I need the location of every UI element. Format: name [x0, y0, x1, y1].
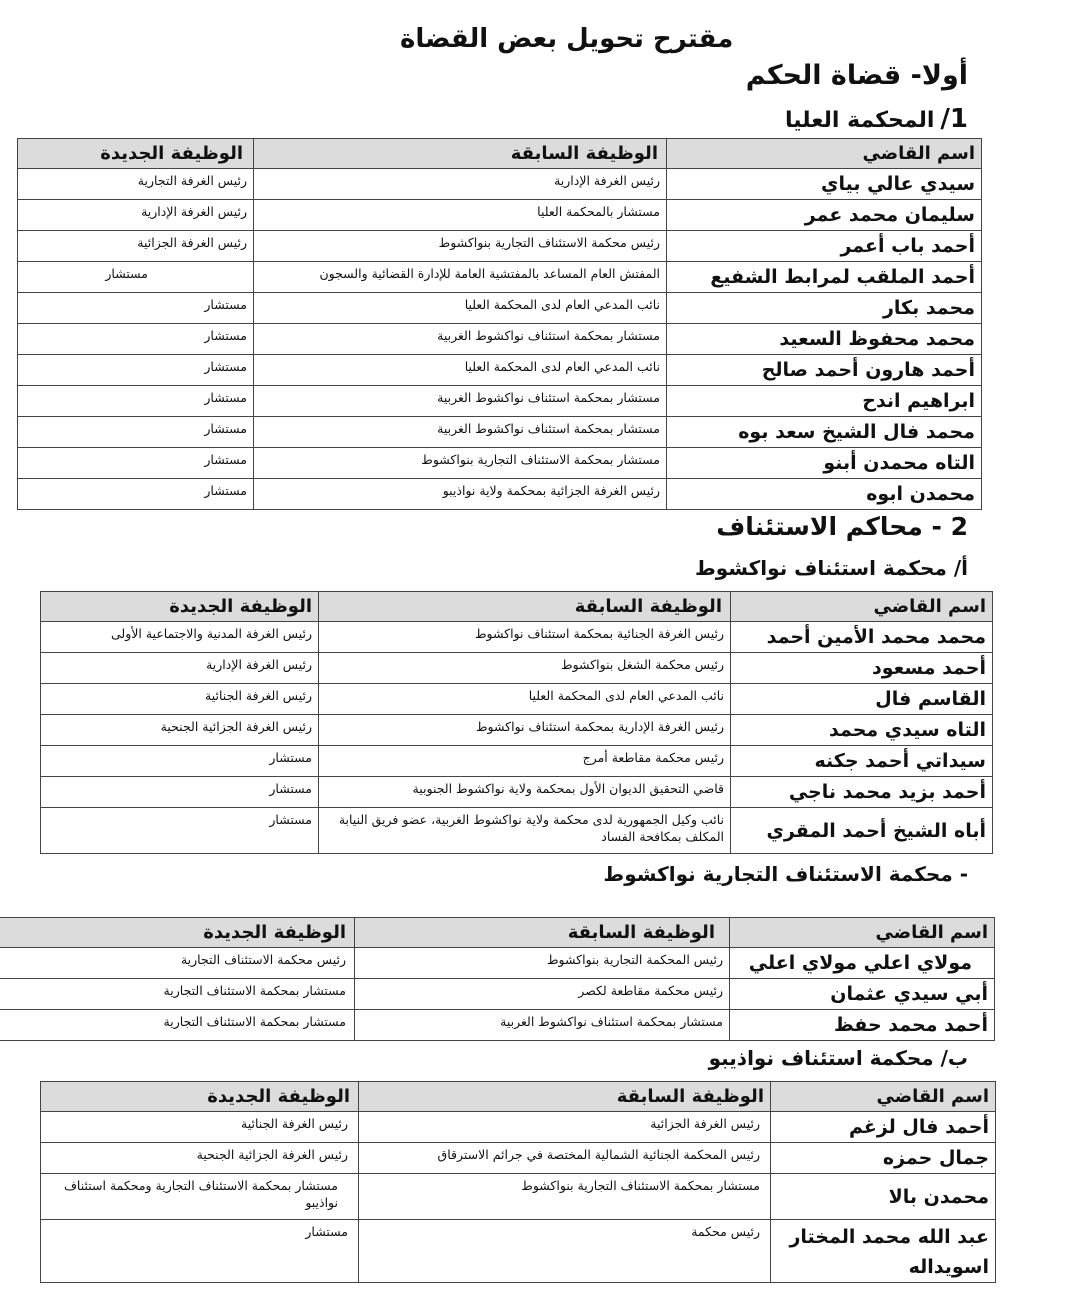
nouakchott-appeal-heading: [695, 556, 968, 580]
table-row: [18, 448, 982, 479]
judge-name: محمد فال الشيخ سعد بوه: [667, 417, 982, 448]
previous-position: مستشار بمحكمة استئناف نواكشوط الغربية: [254, 324, 667, 355]
table-row: [18, 479, 982, 510]
table-row: [41, 1143, 996, 1174]
heading-text: - محاكم الاستئناف: [716, 512, 942, 541]
previous-position: رئيس الغرفة الجزائية: [359, 1112, 771, 1143]
previous-position: رئيس محكمة الاستئناف التجارية بنواكشوط: [254, 231, 667, 262]
header-new: الوظيفة الجديدة: [18, 139, 254, 169]
judge-name: سيدي عالي بياي: [667, 169, 982, 200]
header-new: الوظيفة الجديدة: [41, 1082, 359, 1112]
judge-name: مولاي اعلي مولاي اعلي: [730, 948, 995, 979]
previous-position: رئيس الغرفة الإدارية: [254, 169, 667, 200]
table-row: [18, 324, 982, 355]
previous-position: نائب وكيل الجمهورية لدى محكمة ولاية نواكشوط الغربية، عضو فريق النيابة المكلف بمكافحة الفساد: [319, 808, 731, 854]
header-name: اسم القاضي: [771, 1082, 996, 1112]
document-title: مقترح تحويل بعض القضاة: [400, 24, 734, 54]
judge-name: محمد محمد الأمين أحمد: [731, 622, 993, 653]
table-row: [41, 808, 993, 854]
new-position: رئيس الغرفة الجزائية الجنحية: [41, 1143, 359, 1174]
new-position: مستشار: [18, 417, 254, 448]
judge-name: ابراهيم اندح: [667, 386, 982, 417]
new-position: مستشار: [18, 479, 254, 510]
table-row: [41, 684, 993, 715]
table-row: [41, 1112, 996, 1143]
heading-number: 2: [950, 512, 968, 541]
commercial-appeal-table: [0, 917, 995, 1041]
new-position: مستشار: [18, 324, 254, 355]
new-position: مستشار: [18, 448, 254, 479]
section-heading: أولا- قضاة الحكم: [745, 60, 968, 91]
judge-name: القاسم فال: [731, 684, 993, 715]
new-position: رئيس الغرفة الإدارية: [41, 653, 319, 684]
previous-position: رئيس محكمة: [359, 1220, 771, 1283]
table-row: [18, 262, 982, 293]
table-header-row: [41, 1082, 996, 1112]
header-previous: الوظيفة السابقة: [359, 1082, 771, 1112]
judge-name: أحمد الملقب لمرابط الشفيع: [667, 262, 982, 293]
new-position: مستشار: [18, 355, 254, 386]
header-name: اسم القاضي: [667, 139, 982, 169]
table-row: [18, 169, 982, 200]
previous-position: مستشار بمحكمة استئناف نواكشوط الغربية: [355, 1010, 730, 1041]
table-row: [0, 979, 995, 1010]
table-row: [41, 1174, 996, 1220]
heading-text: المحكمة العليا: [785, 108, 935, 133]
heading-text: محكمة استئناف نواذيبو: [708, 1046, 934, 1070]
previous-position: مستشار بمحكمة استئناف نواكشوط الغربية: [254, 386, 667, 417]
new-position: رئيس الغرفة التجارية: [18, 169, 254, 200]
supreme-court-heading: [785, 104, 968, 134]
new-position: رئيس محكمة الاستئناف التجارية: [0, 948, 355, 979]
new-position: رئيس الغرفة المدنية والاجتماعية الأولى: [41, 622, 319, 653]
judge-name: أحمد فال لزغم: [771, 1112, 996, 1143]
new-position: مستشار: [41, 746, 319, 777]
header-new: الوظيفة الجديدة: [0, 918, 355, 948]
commercial-appeal-heading: - محكمة الاستئناف التجارية نواكشوط: [603, 862, 968, 886]
previous-position: نائب المدعي العام لدى المحكمة العليا: [319, 684, 731, 715]
header-previous: الوظيفة السابقة: [355, 918, 730, 948]
new-position: رئيس الغرفة الجنائية: [41, 684, 319, 715]
table-row: [0, 1010, 995, 1041]
header-previous: الوظيفة السابقة: [319, 592, 731, 622]
table-row: [18, 386, 982, 417]
judge-name: التاه سيدي محمد: [731, 715, 993, 746]
previous-position: رئيس الغرفة الجزائية بمحكمة ولاية نواذيبو: [254, 479, 667, 510]
previous-position: مستشار بمحكمة الاستئناف التجارية بنواكشوط: [254, 448, 667, 479]
new-position: مستشار: [41, 808, 319, 854]
previous-position: مستشار بمحكمة استئناف نواكشوط الغربية: [254, 417, 667, 448]
previous-position: رئيس الغرفة الإدارية بمحكمة استئناف نواكشوط: [319, 715, 731, 746]
table-row: [0, 948, 995, 979]
previous-position: رئيس محكمة الشغل بنواكشوط: [319, 653, 731, 684]
judge-name: أبي سيدي عثمان: [730, 979, 995, 1010]
new-position: مستشار: [41, 1220, 359, 1283]
table-row: [41, 715, 993, 746]
table-header-row: [41, 592, 993, 622]
header-name: اسم القاضي: [731, 592, 993, 622]
judge-name: محمد بكار: [667, 293, 982, 324]
table-row: [18, 293, 982, 324]
previous-position: رئيس المحكمة التجارية بنواكشوط: [355, 948, 730, 979]
heading-text: محكمة استئناف نواكشوط: [695, 556, 947, 580]
new-position: مستشار: [18, 262, 254, 293]
table-row: [41, 1220, 996, 1283]
table-row: [18, 417, 982, 448]
new-position: رئيس الغرفة الجزائية الجنحية: [41, 715, 319, 746]
judge-name: محمدن ابوه: [667, 479, 982, 510]
previous-position: نائب المدعي العام لدى المحكمة العليا: [254, 293, 667, 324]
nouadhibou-appeal-table: [40, 1081, 996, 1283]
judge-name: أباه الشيخ أحمد المقري: [731, 808, 993, 854]
appeals-heading: [716, 512, 968, 541]
judge-name: أحمد باب أعمر: [667, 231, 982, 262]
previous-position: مستشار بالمحكمة العليا: [254, 200, 667, 231]
previous-position: نائب المدعي العام لدى المحكمة العليا: [254, 355, 667, 386]
judge-name: محمدن بالا: [771, 1174, 996, 1220]
judge-name: أحمد بزيد محمد ناجي: [731, 777, 993, 808]
heading-number: أ/: [953, 556, 968, 580]
heading-number: ب/: [940, 1046, 968, 1070]
new-position: مستشار بمحكمة الاستئناف التجارية: [0, 979, 355, 1010]
table-row: [41, 622, 993, 653]
table-header-row: [18, 139, 982, 169]
new-position: رئيس الغرفة الإدارية: [18, 200, 254, 231]
table-header-row: [0, 918, 995, 948]
judge-name: التاه محمدن أبنو: [667, 448, 982, 479]
header-previous: الوظيفة السابقة: [254, 139, 667, 169]
judge-name: أحمد مسعود: [731, 653, 993, 684]
new-position: رئيس الغرفة الجنائية: [41, 1112, 359, 1143]
table-row: [18, 355, 982, 386]
header-name: اسم القاضي: [730, 918, 995, 948]
header-new: الوظيفة الجديدة: [41, 592, 319, 622]
previous-position: مستشار بمحكمة الاستئناف التجارية بنواكشوط: [359, 1174, 771, 1220]
judge-name: محمد محفوظ السعيد: [667, 324, 982, 355]
nouakchott-appeal-table: [40, 591, 993, 854]
new-position: مستشار بمحكمة الاستئناف التجارية ومحكمة استئناف نواذيبو: [41, 1174, 359, 1220]
table-row: [18, 231, 982, 262]
table-row: [41, 777, 993, 808]
previous-position: قاضي التحقيق الديوان الأول بمحكمة ولاية نواكشوط الجنوبية: [319, 777, 731, 808]
judge-name: سيداتي أحمد جكنه: [731, 746, 993, 777]
previous-position: رئيس الغرفة الجنائية بمحكمة استئناف نواكشوط: [319, 622, 731, 653]
new-position: مستشار بمحكمة الاستئناف التجارية: [0, 1010, 355, 1041]
judge-name: أحمد محمد حفظ: [730, 1010, 995, 1041]
nouadhibou-appeal-heading: [709, 1046, 968, 1070]
table-row: [41, 653, 993, 684]
new-position: مستشار: [41, 777, 319, 808]
supreme-court-table: [17, 138, 982, 510]
new-position: رئيس الغرفة الجزائية: [18, 231, 254, 262]
heading-number: 1/: [940, 104, 968, 134]
previous-position: المفتش العام المساعد بالمفتشية العامة للإدارة القضائية والسجون: [254, 262, 667, 293]
new-position: مستشار: [18, 386, 254, 417]
previous-position: رئيس محكمة مقاطعة لكصر: [355, 979, 730, 1010]
judge-name: سليمان محمد عمر: [667, 200, 982, 231]
table-row: [41, 746, 993, 777]
judge-name: جمال حمزه: [771, 1143, 996, 1174]
new-position: مستشار: [18, 293, 254, 324]
judge-name: أحمد هارون أحمد صالح: [667, 355, 982, 386]
previous-position: رئيس المحكمة الجنائية الشمالية المختصة في جرائم الاسترقاق: [359, 1143, 771, 1174]
previous-position: رئيس محكمة مقاطعة أمرج: [319, 746, 731, 777]
judge-name: عبد الله محمد المختار اسويداله: [771, 1220, 996, 1283]
table-row: [18, 200, 982, 231]
